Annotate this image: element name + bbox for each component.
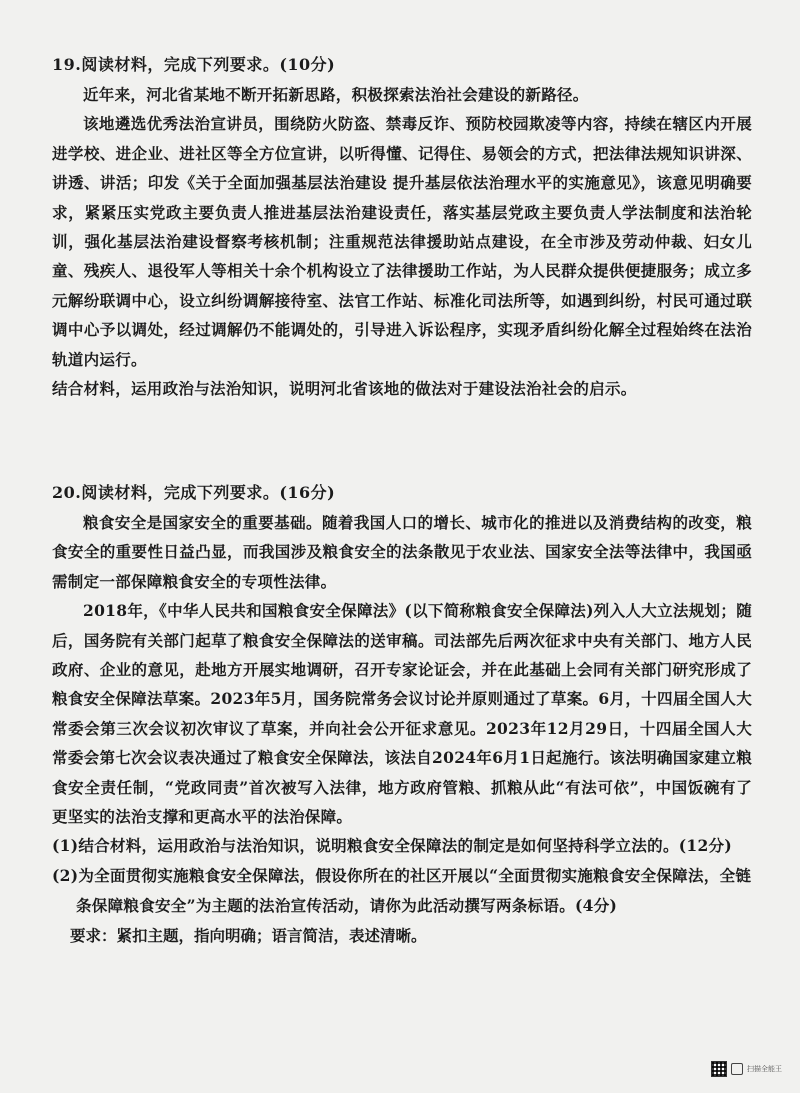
question-20	[52, 478, 752, 951]
q19-paragraph-intro: 近年来，河北省某地不断开拓新思路，积极探索法治社会建设的新路径。	[83, 85, 589, 104]
qr-code-icon	[711, 1061, 727, 1077]
q20-paragraph-intro: 粮食安全是国家安全的重要基础。随着我国人口的增长、城市化的推进以及消费结构的改变，粮食安全的重要性日益凸显，而我国涉及粮食安全的法条散见于农业法、国家安全法等法律中，我国亟需制定一部保障粮食安全的专项性法律。	[52, 513, 752, 591]
q20-subquestion-2	[52, 861, 752, 921]
question-20-title: 20.阅读材料，完成下列要求。(16分)	[52, 483, 336, 502]
watermark-text: 扫描全能王	[747, 1065, 782, 1073]
question-19	[52, 50, 752, 404]
question-19-title: 19.阅读材料，完成下列要求。(10分)	[52, 55, 336, 74]
q20-subquestion-1	[52, 831, 752, 861]
q20-requirement: 要求：紧扣主题，指向明确；语言简洁，表述清晰。	[70, 926, 427, 946]
scanner-logo-icon	[731, 1063, 743, 1075]
q20-paragraph-body: 2018年，《中华人民共和国粮食安全保障法》(以下简称粮食安全保障法)列入人大立法规划；随后，国务院有关部门起草了粮食安全保障法的送审稿。司法部先后两次征求中央有关部门、地方人民政府、企业的意见，赴地方开展实地调研，召开专家论证会，并在此基础上会同有关部门研究形成了粮食安全保障法草案。2023年5月，国务院常务会议讨论并原则通过了草案。6月，十四届全国人大常委会第三次会议初次审议了草案，并向社会公开征求意见。2023年12月29日，十四届全国人大常委会第七次会议表决通过了粮食安全保障法，该法自2024年6月1日起施行。该法明确国家建立粮食安全责任制，“党政同责”首次被写入法律，地方政府管粮、抓粮从此“有法可依”，中国饭碗有了更坚实的法治支撑和更高水平的法治保障。	[52, 601, 752, 827]
scanner-watermark	[711, 1061, 782, 1077]
q20-subquestion-1-text: (1)结合材料，运用政治与法治知识，说明粮食安全保障法的制定是如何坚持科学立法的。(12分)	[52, 836, 732, 856]
q19-task: 结合材料，运用政治与法治知识，说明河北省该地的做法对于建设法治社会的启示。	[52, 379, 637, 399]
q19-paragraph-body: 该地遴选优秀法治宣讲员，围绕防火防盗、禁毒反诈、预防校园欺凌等内容，持续在辖区内开展进学校、进企业、进社区等全方位宣讲，以听得懂、记得住、易领会的方式，把法律法规知识讲深、讲透、讲活；印发《关于全面加强基层法治建设 提升基层依法治理水平的实施意见》，该意见明确要求，紧紧压实党政主要负责人推进基层法治建设责任，落实基层党政主要负责人学法制度和法治轮训，强化基层法治建设督察考核机制；注重规范法律援助站点建设，在全市涉及劳动仲裁、妇女儿童、残疾人、退役军人等相关十余个机构设立了法律援助工作站，为人民群众提供便捷服务；成立多元解纷联调中心，设立纠纷调解接待室、法官工作站、标准化司法所等，如遇到纠纷，村民可通过联调中心予以调处，经过调解仍不能调处的，引导进入诉讼程序，实现矛盾纠纷化解全过程始终在法治轨道内运行。	[52, 114, 752, 369]
q20-subquestion-2-text: (2)为全面贯彻实施粮食安全保障法，假设你所在的社区开展以“全面贯彻实施粮食安全保障法，全链条保障粮食安全”为主题的法治宣传活动，请你为此活动撰写两条标语。(4分)	[52, 866, 752, 916]
